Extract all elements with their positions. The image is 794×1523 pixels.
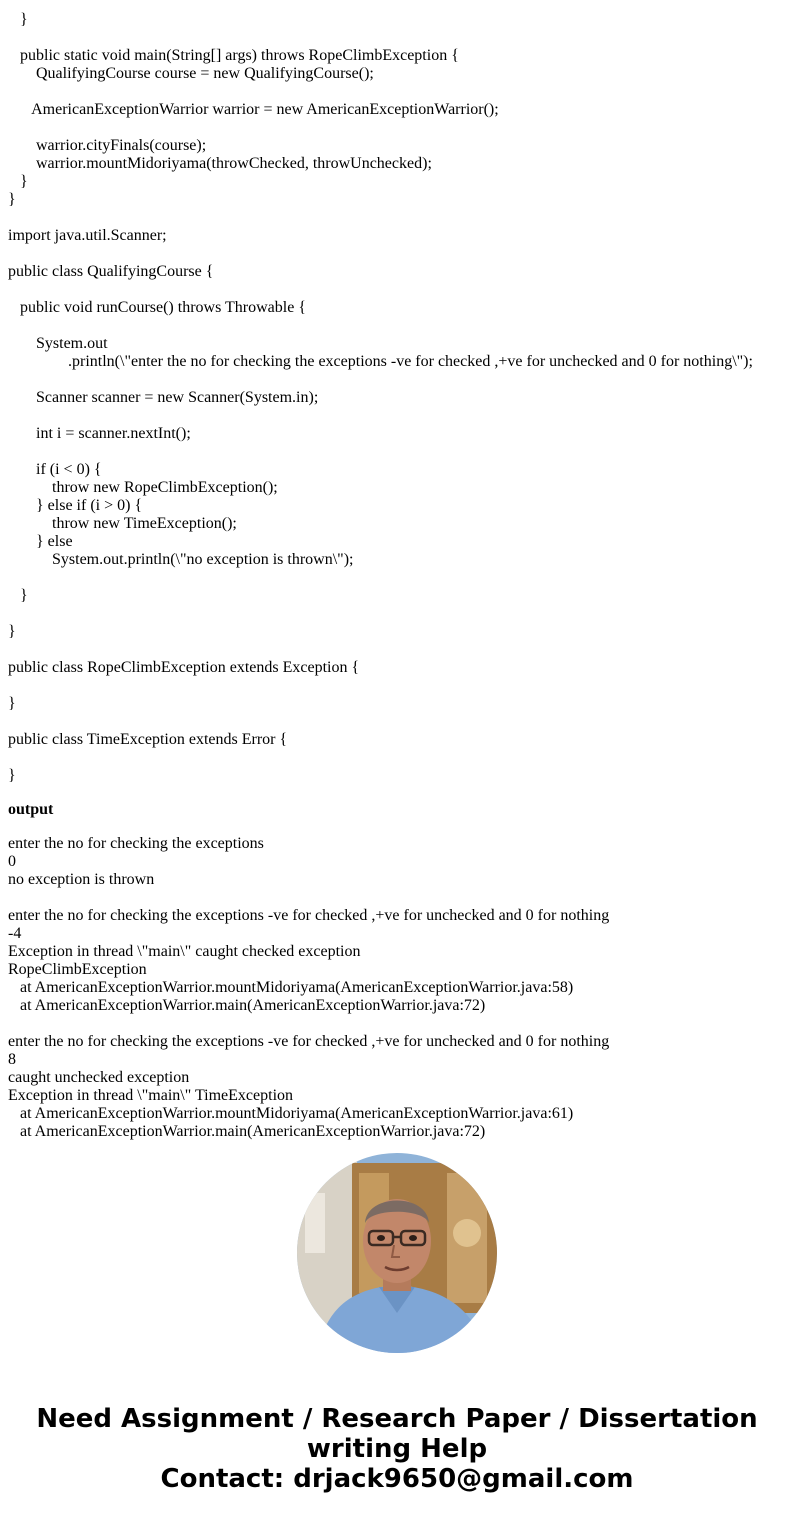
code-line: } [8, 587, 28, 604]
banner-line-1: Need Assignment / Research Paper / Dissertation [36, 1404, 758, 1434]
output-line: enter the no for checking the exceptions -ve for checked ,+ve for unchecked and 0 for nothing [8, 1033, 610, 1050]
code-line: public static void main(String[] args) throws RopeClimbException { [8, 47, 459, 64]
code-line [8, 749, 794, 767]
code-line [8, 605, 794, 623]
code-line: public class QualifyingCourse { [8, 263, 214, 280]
output-line: Exception in thread \"main\" TimeException [8, 1087, 294, 1104]
code-line: Scanner scanner = new Scanner(System.in); [8, 389, 319, 406]
code-line: QualifyingCourse course = new QualifyingCourse(); [8, 65, 374, 82]
author-photo [297, 1153, 497, 1353]
output-line: at AmericanExceptionWarrior.main(AmericanExceptionWarrior.java:72) [8, 1123, 486, 1140]
document-body [8, 11, 794, 1141]
code-line [8, 677, 794, 695]
spacer [8, 819, 794, 835]
output-line [8, 889, 794, 907]
output-line: enter the no for checking the exceptions [8, 835, 264, 852]
output-line: enter the no for checking the exceptions -ve for checked ,+ve for unchecked and 0 for nothing [8, 907, 610, 924]
output-line: no exception is thrown [8, 871, 155, 888]
code-line: warrior.mountMidoriyama(throwChecked, throwUnchecked); [8, 155, 432, 172]
banner-line-3: Contact: drjack9650@gmail.com [160, 1464, 634, 1494]
output-line: 8 [8, 1051, 16, 1068]
code-line: System.out.println(\"no exception is thrown\"); [8, 551, 354, 568]
code-line: AmericanExceptionWarrior warrior = new AmericanExceptionWarrior(); [8, 101, 499, 118]
code-line: if (i < 0) { [8, 461, 102, 478]
code-listing [8, 11, 794, 785]
output-line: RopeClimbException [8, 961, 147, 978]
code-line [8, 641, 794, 659]
output-line: Exception in thread \"main\" caught checked exception [8, 943, 361, 960]
code-line [8, 317, 794, 335]
code-line: } [8, 623, 16, 640]
code-line [8, 371, 794, 389]
code-line: public class TimeException extends Error { [8, 731, 288, 748]
spacer [8, 785, 794, 801]
code-line [8, 281, 794, 299]
code-line: System.out [8, 335, 108, 352]
program-output [8, 835, 794, 1141]
output-line: caught unchecked exception [8, 1069, 190, 1086]
code-line: warrior.cityFinals(course); [8, 137, 207, 154]
output-line: 0 [8, 853, 16, 870]
code-line: import java.util.Scanner; [8, 227, 167, 244]
code-line [8, 569, 794, 587]
code-line: public void runCourse() throws Throwable { [8, 299, 306, 316]
code-line [8, 443, 794, 461]
output-heading: output [8, 801, 54, 818]
code-line [8, 29, 794, 47]
code-line: } [8, 191, 16, 208]
code-line: int i = scanner.nextInt(); [8, 425, 191, 442]
code-line: } [8, 11, 28, 28]
code-line [8, 713, 794, 731]
output-line: at AmericanExceptionWarrior.mountMidoriyama(AmericanExceptionWarrior.java:61) [8, 1105, 574, 1122]
output-line: at AmericanExceptionWarrior.mountMidoriyama(AmericanExceptionWarrior.java:58) [8, 979, 574, 996]
code-line: } [8, 695, 16, 712]
code-line: } [8, 767, 16, 784]
contact-banner [0, 1404, 794, 1494]
code-line [8, 83, 794, 101]
author-avatar [297, 1153, 497, 1353]
code-line [8, 245, 794, 263]
code-line: throw new RopeClimbException(); [8, 479, 278, 496]
code-line: throw new TimeException(); [8, 515, 237, 532]
banner-line-2: writing Help [306, 1434, 488, 1464]
code-line: } else [8, 533, 73, 550]
code-line [8, 407, 794, 425]
code-line [8, 209, 794, 227]
output-line: at AmericanExceptionWarrior.main(AmericanExceptionWarrior.java:72) [8, 997, 486, 1014]
code-line: .println(\"enter the no for checking the exceptions -ve for checked ,+ve for unchecked and 0 for nothing\"); [8, 353, 753, 370]
code-line: } [8, 173, 28, 190]
code-line [8, 119, 794, 137]
code-line: public class RopeClimbException extends Exception { [8, 659, 360, 676]
output-line: -4 [8, 925, 22, 942]
code-line: } else if (i > 0) { [8, 497, 143, 514]
output-line [8, 1015, 794, 1033]
